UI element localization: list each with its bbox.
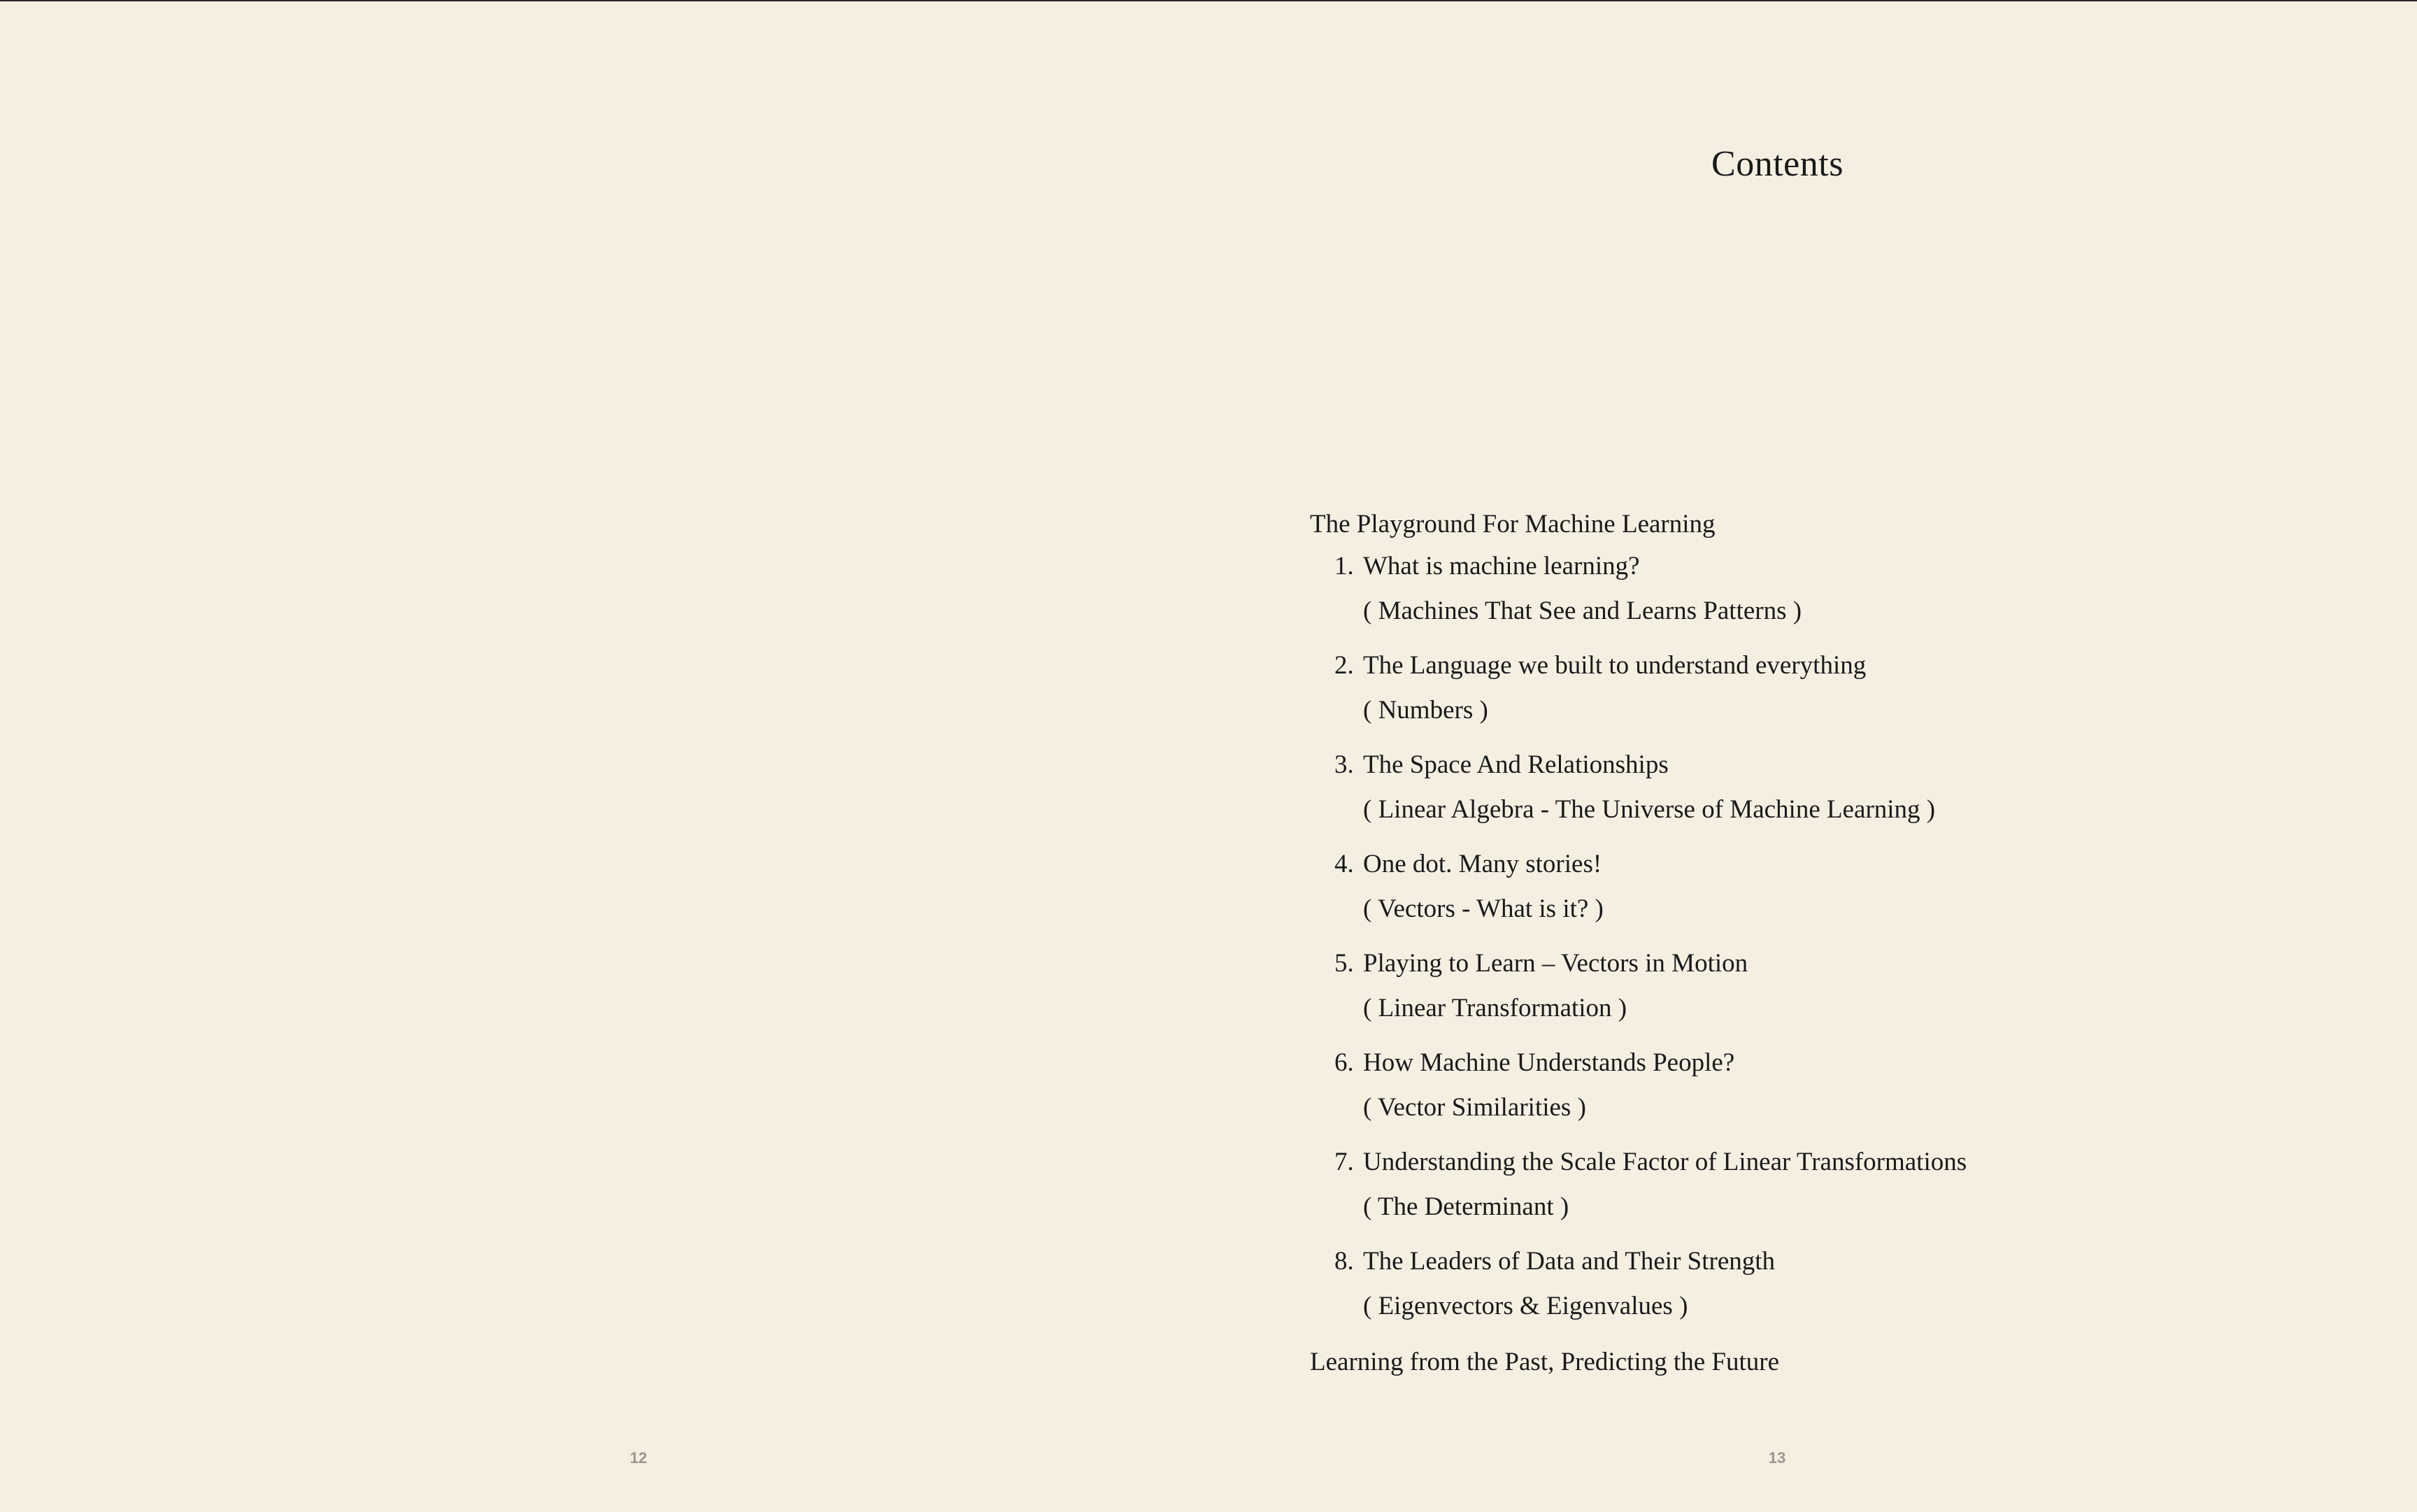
toc-chapter-list <box>1310 551 2149 1346</box>
toc-chapter-2[interactable] <box>1310 650 2149 750</box>
chapter-title[interactable]: The Leaders of Data and Their Strength <box>1363 1247 1776 1276</box>
chapter-number: 2. <box>1334 651 1354 680</box>
toc-chapter-3[interactable] <box>1310 750 2149 849</box>
toc-chapter-6[interactable] <box>1310 1048 2149 1147</box>
chapter-number: 1. <box>1334 552 1354 580</box>
toc-chapter-5[interactable] <box>1310 948 2149 1048</box>
chapter-subtitle: ( Eigenvectors & Eigenvalues ) <box>1363 1292 1688 1320</box>
toc-chapter-7[interactable] <box>1310 1147 2149 1246</box>
chapter-subtitle: ( Linear Algebra - The Universe of Machine Learning ) <box>1363 795 1936 824</box>
chapter-number: 8. <box>1334 1247 1354 1276</box>
toc-chapter-1[interactable] <box>1310 551 2149 650</box>
chapter-title[interactable]: What is machine learning? <box>1363 552 1640 580</box>
chapter-number: 4. <box>1334 850 1354 878</box>
chapter-number: 5. <box>1334 949 1354 978</box>
chapter-title[interactable]: The Space And Relationships <box>1363 750 1669 779</box>
chapter-subtitle: ( Linear Transformation ) <box>1363 994 1627 1022</box>
chapter-title[interactable]: One dot. Many stories! <box>1363 850 1602 878</box>
toc-chapter-4[interactable] <box>1310 849 2149 948</box>
chapter-subtitle: ( The Determinant ) <box>1363 1192 1569 1221</box>
chapter-number: 3. <box>1334 750 1354 779</box>
page-number-right: 13 <box>1768 1449 1786 1467</box>
chapter-title[interactable]: Playing to Learn – Vectors in Motion <box>1363 949 1748 978</box>
left-page <box>0 1 1208 1512</box>
chapter-subtitle: ( Vector Similarities ) <box>1363 1093 1586 1122</box>
chapter-title[interactable]: How Machine Understands People? <box>1363 1048 1735 1077</box>
chapter-number: 6. <box>1334 1048 1354 1077</box>
chapter-number: 7. <box>1334 1148 1354 1176</box>
toc-chapter-8[interactable] <box>1310 1246 2149 1346</box>
table-of-contents <box>1310 509 2149 1378</box>
chapter-title[interactable]: The Language we built to understand everything <box>1363 651 1867 680</box>
toc-part-start[interactable]: The Playground For Machine Learning <box>1310 510 1716 539</box>
toc-part-end[interactable]: Learning from the Past, Predicting the Future <box>1310 1348 1779 1376</box>
chapter-subtitle: ( Machines That See and Learns Patterns ) <box>1363 597 1802 625</box>
contents-heading: Contents <box>1711 144 1844 184</box>
chapter-title[interactable]: Understanding the Scale Factor of Linear Transformations <box>1363 1148 1967 1176</box>
chapter-subtitle: ( Vectors - What is it? ) <box>1363 894 1604 923</box>
page-number-left: 12 <box>629 1449 648 1467</box>
chapter-subtitle: ( Numbers ) <box>1363 696 1488 725</box>
